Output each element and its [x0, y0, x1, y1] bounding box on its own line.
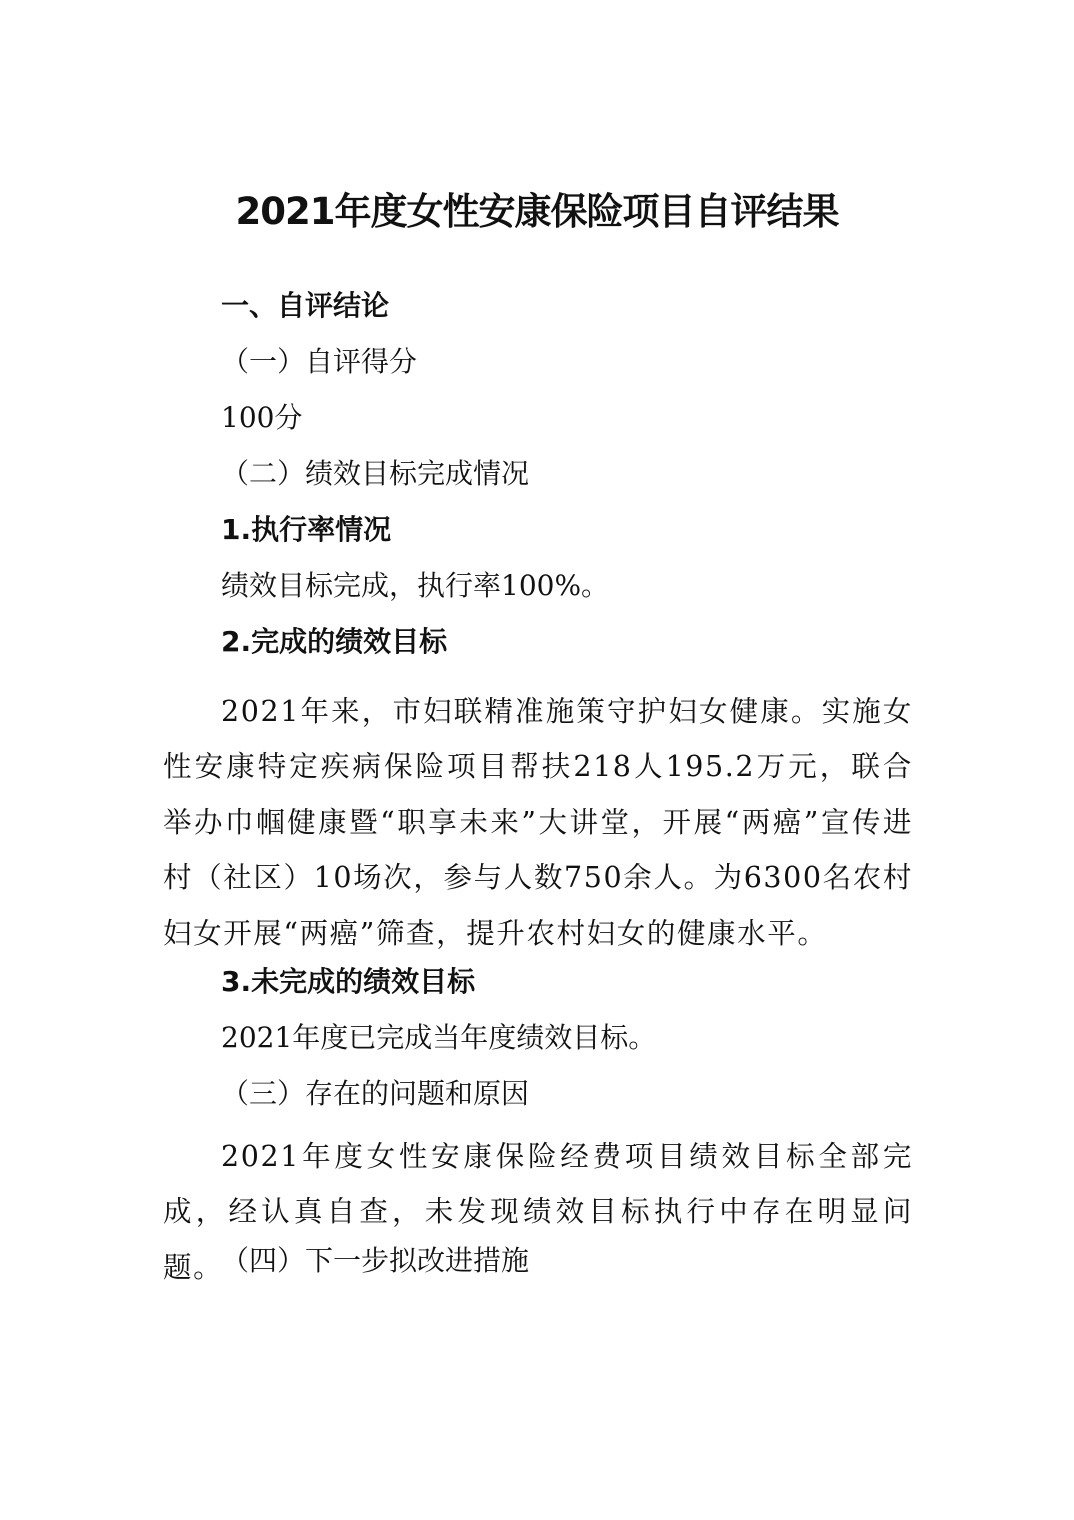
- subheading-problems: （三）存在的问题和原因: [221, 1077, 530, 1110]
- problems-paragraph: 2021年度女性安康保险经费项目绩效目标全部完成，经认真自查，未发现绩效目标执行中存在明显问题。: [163, 1140, 913, 1284]
- item-heading-uncompleted-goals: 3.未完成的绩效目标: [221, 965, 476, 998]
- subheading-next-steps: （四）下一步拟改进措施: [221, 1244, 530, 1277]
- uncompleted-goals-text: 2021年度已完成当年度绩效目标。: [221, 1021, 657, 1054]
- completed-goals-paragraph: 2021年来，市妇联精准施策守护妇女健康。实施女性安康特定疾病保险项目帮扶218人195.2万元，联合举办巾帼健康暨“职享未来”大讲堂，开展“两癌”宣传进村（社区）10场次，参与人数750余人。为6300名农村妇女开展“两癌”筛查，提升农村妇女的健康水平。: [163, 695, 913, 950]
- subheading-goal-completion: （二）绩效目标完成情况: [221, 457, 530, 490]
- document-title: 2021年度女性安康保险项目自评结果: [235, 190, 839, 233]
- execution-rate-text: 绩效目标完成，执行率100%。: [221, 569, 610, 602]
- score-value: 100分: [221, 401, 303, 434]
- subheading-score: （一）自评得分: [221, 345, 418, 378]
- section-heading-conclusion: 一、自评结论: [221, 289, 390, 322]
- item-heading-execution-rate: 1.执行率情况: [221, 513, 392, 546]
- item-heading-completed-goals: 2.完成的绩效目标: [221, 625, 448, 658]
